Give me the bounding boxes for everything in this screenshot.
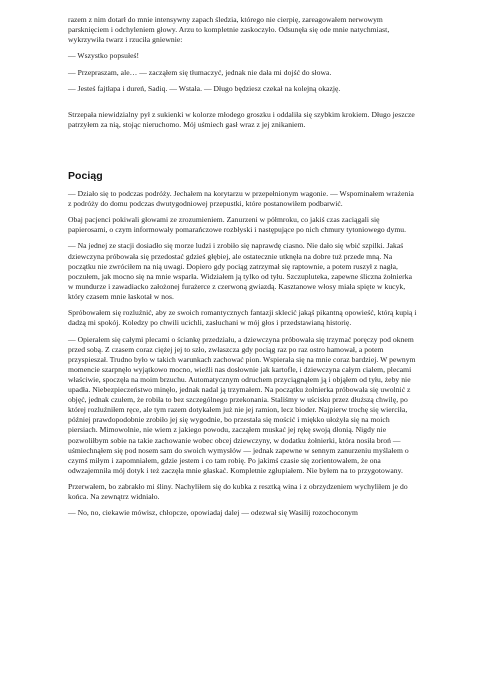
dialogue-paragraph: — Działo się to podczas podróży. Jechałem na korytarzu w przepełnionym wagonie. — Wspominałem wrażenia z podróży do domu podczas dwutygodniowej przepustki, które postanowiłem podbarwić. bbox=[68, 188, 414, 208]
dialogue-line: — Przepraszam, ale… — zacząłem się tłumaczyć, jednak nie dała mi dojść do słowa. bbox=[68, 67, 332, 77]
body-paragraph: Przerwałem, bo zabrakło mi śliny. Nachyliłem się do kubka z resztką wina i z obrzydzeniem wychyliłem je do końca. Na zewnątrz widniało. bbox=[68, 482, 408, 502]
dialogue-paragraph: — No, no, ciekawie mówisz, chłopcze, opowiadaj dalej — odezwał się Wasilij rozochoconym bbox=[68, 508, 358, 518]
body-paragraph: razem z nim dotarł do mnie intensywny zapach śledzia, którego nie cierpię, zareagowałem nerwowym parsknięciem i odchyleniem głowy. Arzu to kompletnie zaskoczyło. Odsunęła się ode mnie natychmiast, wykrzywiła twarz i rzuciła gniewnie: bbox=[68, 15, 390, 45]
body-paragraph: Strzepała niewidzialny pył z sukienki w kolorze młodego groszku i oddaliła się szybkim krokiem. Długo jeszcze patrzyłem za nią, stojąc nieruchomo. Mój uśmiech gasł wraz z jej znikaniem. bbox=[68, 110, 415, 130]
body-paragraph: Obaj pacjenci pokiwali głowami ze zrozumieniem. Zanurzeni w półmroku, co jakiś czas zaciągali się papierosami, o czym informowały pomarańczowe rozbłyski i następujące po nich chmury tytoniowego dymu. bbox=[68, 215, 407, 235]
dialogue-line: — Jesteś fajtłapa i dureń, Sadiq. — Wstała. — Długo będziesz czekał na kolejną okazję. bbox=[68, 84, 341, 94]
text-column bbox=[68, 15, 418, 525]
body-paragraph: Spróbowałem się rozluźnić, aby ze swoich romantycznych fantazji sklecić jakąś pikantną opowieść, którą kupią i dadzą mi spokój. Koledzy po chwili ucichli, zasłuchani w mój głos i przedstawianą historię. bbox=[68, 308, 417, 328]
chapter-break bbox=[68, 137, 418, 170]
dialogue-line: — Wszystko popsułeś! bbox=[68, 51, 140, 61]
dialogue-paragraph: — Opierałem się całymi plecami o ściankę przedziału, a dziewczyna próbowała się trzymać poręczy pod oknem przed sobą. Z czasem coraz ciężej jej to szło, zwłaszcza gdy pociąg raz po raz ostro hamował, a potem przyspieszał. Trudno było w takich warunkach zachować pion. Wspierała się na mnie coraz bardziej. W pewnym momencie szarpnęło wyjątkowo mocno, wieźli nas dosłownie jak kartofle, i dziewczyna całym ciałem, plecami właściwie, spoczęła na moim brzuchu. Automatycznym odruchem przyciągnąłem ją i objąłem od tyłu, żeby nie upadła. Niebezpieczeństwo minęło, jednak nadal ją trzymałem. Na początku żołnierka próbowała się uwolnić z objęć, jednak czułem, że robiła to bez szczególnego przekonania. Staliśmy w uścisku przez dłuższą chwilę, po której rozluźniłem ręce, ale tym razem dotykałem już nie jej ramion, lecz bioder. Najpierw trochę się wierciła, później prawdopodobnie zrobiło jej się wygodnie, bo przestała się mościć i miękko ułożyła się na moich piersiach. Mimowolnie, nie wiem z jakiego powodu, zacząłem muskać jej rękę swoją dłonią. Nigdy nie pozwoliłbym sobie na takie zachowanie wobec obcej dziewczyny, w dodatku żołnierki, która nosiła broń — uśmiechnąłem się pod nosem sam do swoich wymysłów — jednak zapewne w sennym zanurzeniu myślałem o czymś miłym i zapomniałem, gdzie jestem i co tam robię. Po jakimś czasie się zorientowałem, że ona odwzajemniła mój dotyk i też zaczęła mnie głaskać. Kompletnie zgłupiałem. Nie byłem na to przygotowany. bbox=[68, 334, 416, 475]
dialogue-paragraph: — Na jednej ze stacji dosiadło się morze ludzi i zrobiło się naprawdę ciasno. Nie dało się wbić szpilki. Jakaś dziewczyna próbowała się przedostać gdzieś głębiej, ale ostatecznie utknęła na dobre tuż przede mną. Na początku nie zwróciłem na nią uwagi. Dopiero gdy pociąg zatrzymał się raptownie, a potem ruszył z nagła, poczułem, jak mocno się na mnie wsparła. Widziałem ją tylko od tyłu. Szczupluteka, zapewne śliczna żołnierka w mundurze i zawadiacko założonej furażerce z czerwoną gwiazdą. Kasztanowe włosy miała spięte w kucyk, który czasem mnie łaskotał w nos. bbox=[68, 241, 412, 301]
scene-break bbox=[68, 100, 418, 110]
chapter-title: Pociąg bbox=[68, 169, 103, 182]
